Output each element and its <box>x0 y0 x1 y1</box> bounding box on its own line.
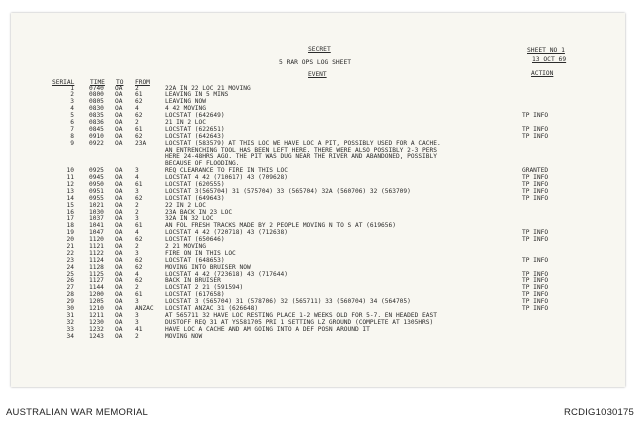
log-time-cell: 0945 <box>89 174 104 182</box>
log-to-cell: OA <box>115 132 123 140</box>
log-time-cell: 1243 <box>89 332 104 340</box>
log-action-cell: TP INFO <box>522 125 549 133</box>
log-to-cell: OA <box>115 291 123 299</box>
log-to-cell: OA <box>115 180 123 188</box>
log-from-cell: 2 <box>135 201 139 209</box>
log-serial-cell: 11 <box>66 174 74 182</box>
log-action-cell: TP INFO <box>522 194 549 202</box>
log-time-cell: 0835 <box>89 112 104 120</box>
log-to-cell: OA <box>115 208 123 216</box>
log-to-cell: OA <box>115 201 123 209</box>
log-from-cell: 62 <box>135 256 143 264</box>
log-serial-cell: 21 <box>66 242 74 250</box>
log-event-cell: LOCSTAT (617658) <box>165 291 225 299</box>
log-time-cell: 1125 <box>89 270 104 278</box>
log-event-continuation-text: HERE 24-48HRS AGO. THE PIT WAS DUG NEAR THE RIVER AND ABANDONED, POSSIBLY <box>165 153 437 161</box>
column-header-from: FROM <box>135 79 150 86</box>
log-from-cell: 61 <box>135 222 143 230</box>
log-serial-cell: 5 <box>70 112 74 120</box>
log-action-cell: TP INFO <box>522 270 549 278</box>
log-serial-cell: 25 <box>66 270 74 278</box>
log-to-cell: OA <box>115 222 123 230</box>
log-event-cell: FIRE ON IN THIS LOC <box>165 249 236 257</box>
log-action-cell: TP INFO <box>522 187 549 195</box>
column-header-time: TIME <box>90 79 105 86</box>
log-time-cell: 0950 <box>89 180 104 188</box>
log-time-cell: 1121 <box>89 242 104 250</box>
log-serial-cell: 16 <box>66 208 74 216</box>
log-to-cell: OA <box>115 298 123 306</box>
log-event-cell: LOCSTAT 4 42 (720718) 43 (712638) <box>165 229 288 237</box>
log-serial-cell: 30 <box>66 305 74 312</box>
log-from-cell: 2 <box>135 242 139 250</box>
log-serial-cell: 8 <box>70 132 74 140</box>
log-to-cell: OA <box>115 256 123 264</box>
column-header-to: TO <box>116 79 124 86</box>
log-action-cell: TP INFO <box>522 298 549 306</box>
log-event-cell: LOCSTAT 4 42 (723618) 43 (717644) <box>165 270 288 278</box>
log-to-cell: OA <box>115 112 123 120</box>
log-to-cell: OA <box>115 277 123 285</box>
log-to-cell: OA <box>115 318 123 326</box>
sheet-date: 13 OCT 69 <box>532 56 567 63</box>
log-serial-cell: 14 <box>66 194 74 202</box>
log-time-cell: 0836 <box>89 118 104 126</box>
log-event-cell: REQ CLEARANCE TO FIRE IN THIS LOC <box>165 167 288 175</box>
log-event-cell: 21 IN 2 LOC <box>165 118 206 126</box>
log-serial-cell: 26 <box>66 277 74 285</box>
log-time-cell: 0830 <box>89 105 104 113</box>
log-time-cell: 1127 <box>89 277 104 285</box>
log-serial-cell: 1 <box>70 84 74 92</box>
log-time-cell: 0925 <box>89 167 104 175</box>
log-serial-cell: 2 <box>70 91 74 99</box>
log-from-cell: 62 <box>135 236 143 244</box>
log-from-cell: 2 <box>135 84 139 92</box>
log-to-cell: OA <box>115 125 123 133</box>
sheet-number: SHEET NO 1 <box>527 47 565 54</box>
log-to-cell: OA <box>115 332 123 340</box>
log-serial-cell: 28 <box>66 291 74 299</box>
log-serial-cell: 15 <box>66 201 74 209</box>
log-time-cell: 1030 <box>89 208 104 216</box>
log-event-continuation-text: BECAUSE OF FLOODING. <box>165 160 240 168</box>
log-serial-cell: 3 <box>70 98 74 106</box>
log-time-cell: 1021 <box>89 201 104 209</box>
log-time-cell: 1124 <box>89 256 104 264</box>
log-time-cell: 0805 <box>89 98 104 106</box>
log-to-cell: OA <box>115 249 123 257</box>
log-event-cell: LOCSTAT (650646) <box>165 236 225 244</box>
log-from-cell: 4 <box>135 229 139 237</box>
log-event-cell: LOCSTAT (622651) <box>165 125 225 133</box>
log-event-cell: LOCSTAT 3 (565704) 31 (578706) 32 (565711) 33 (560704) 34 (564705) <box>165 298 411 306</box>
log-to-cell: OA <box>115 118 123 126</box>
log-event-cell: MOVING NOW <box>165 332 203 340</box>
log-serial-cell: 10 <box>66 167 74 175</box>
log-event-cell: 22 IN 2 LOC <box>165 201 206 209</box>
column-header-event: EVENT <box>308 71 327 78</box>
log-from-cell: 3 <box>135 167 139 175</box>
log-event-continuation-text: AN ENTRENCHING TOOL HAS BEEN LEFT HERE. THERE WERE ALSO POSSIBLY 2-3 PERS <box>165 146 437 154</box>
log-action-cell: TP INFO <box>522 291 549 299</box>
log-from-cell: 2 <box>135 332 139 340</box>
log-event-cell: 4 42 MOVING <box>165 105 206 113</box>
log-serial-cell: 20 <box>66 236 74 244</box>
log-from-cell: 61 <box>135 125 143 133</box>
column-header-action: ACTION <box>531 70 554 77</box>
log-serial-cell: 4 <box>70 105 74 113</box>
log-serial-cell: 17 <box>66 215 74 223</box>
log-event-cell: 23A BACK IN 23 LOC <box>165 208 233 216</box>
log-event-cell: LOCSTAT (648653) <box>165 256 225 264</box>
log-action-cell: TP INFO <box>522 174 549 182</box>
log-from-cell: 4 <box>135 105 139 113</box>
log-time-cell: 1120 <box>89 236 104 244</box>
log-to-cell: OA <box>115 325 123 333</box>
log-sheet-paper <box>11 13 625 387</box>
log-time-cell: 1122 <box>89 249 104 257</box>
log-to-cell: OA <box>115 187 123 195</box>
log-to-cell: OA <box>115 305 123 312</box>
log-from-cell: 61 <box>135 180 143 188</box>
log-to-cell: OA <box>115 167 123 175</box>
log-event-cell: LEAVING IN 5 MINS <box>165 91 229 99</box>
log-from-cell: 62 <box>135 194 143 202</box>
log-event-cell: AN FOL FRESH TRACKS MADE BY 2 PEOPLE MOVING N TO S AT (619656) <box>165 222 396 230</box>
log-action-cell: GRANTED <box>522 167 549 175</box>
log-action-cell: TP INFO <box>522 112 549 120</box>
log-to-cell: OA <box>115 263 123 271</box>
log-time-cell: 1041 <box>89 222 104 230</box>
log-time-cell: 0955 <box>89 194 104 202</box>
log-action-cell: TP INFO <box>522 305 549 312</box>
log-to-cell: OA <box>115 242 123 250</box>
log-time-cell: 0910 <box>89 132 104 140</box>
log-time-cell: 0922 <box>89 139 104 147</box>
log-time-cell: 1205 <box>89 298 104 306</box>
log-time-cell: 1232 <box>89 325 104 333</box>
log-event-cell: LOCSTAT 2 21 (591594) <box>165 284 244 292</box>
log-from-cell: 61 <box>135 291 143 299</box>
log-serial-cell: 6 <box>70 118 74 126</box>
log-from-cell: 62 <box>135 277 143 285</box>
log-time-cell: 0845 <box>89 125 104 133</box>
log-to-cell: OA <box>115 311 123 319</box>
log-from-cell: 62 <box>135 98 143 106</box>
log-time-cell: 0740 <box>89 84 104 92</box>
log-serial-cell: 12 <box>66 180 74 188</box>
log-event-cell: 2 21 MOVING <box>165 242 206 250</box>
log-to-cell: OA <box>115 139 123 147</box>
log-serial-cell: 32 <box>66 318 74 326</box>
log-serial-cell: 22 <box>66 249 74 257</box>
log-time-cell: 1200 <box>89 291 104 299</box>
log-event-cell: LOCSTAT 4 42 (710617) 43 (709628) <box>165 174 288 182</box>
log-to-cell: OA <box>115 229 123 237</box>
log-serial-cell: 9 <box>70 139 74 147</box>
log-row <box>11 334 625 341</box>
log-event-cell: LOCSTAT (642643) <box>165 132 225 140</box>
log-from-cell: 62 <box>135 132 143 140</box>
log-event-continuation <box>11 154 625 161</box>
archive-reference: RCDIG1030175 <box>564 407 634 418</box>
log-action-cell: TP INFO <box>522 180 549 188</box>
log-serial-cell: 18 <box>66 222 74 230</box>
log-event-cell: HAVE LOC A CACHE AND AM GOING INTO A DEF POSN AROUND IT <box>165 325 370 333</box>
log-time-cell: 1047 <box>89 229 104 237</box>
archive-credit: AUSTRALIAN WAR MEMORIAL <box>6 407 149 418</box>
column-header-serial: SERIAL <box>52 79 75 86</box>
log-serial-cell: 29 <box>66 298 74 306</box>
log-event-cell: LOCSTAT ANZAC 31 (626648) <box>165 305 259 312</box>
log-event-cell: LOCSTAT (583579) AT THIS LOC WE HAVE LOC A PIT, POSSIBLY USED FOR A CACHE. <box>165 139 441 147</box>
log-time-cell: 0951 <box>89 187 104 195</box>
log-time-cell: 1144 <box>89 284 104 292</box>
log-from-cell: 23A <box>135 139 147 147</box>
log-event-cell: LOCSTAT (642649) <box>165 112 225 120</box>
log-to-cell: OA <box>115 236 123 244</box>
log-serial-cell: 33 <box>66 325 74 333</box>
log-from-cell: 41 <box>135 325 143 333</box>
log-to-cell: OA <box>115 84 123 92</box>
log-action-cell: TP INFO <box>522 229 549 237</box>
log-serial-cell: 24 <box>66 263 74 271</box>
log-from-cell: 2 <box>135 208 139 216</box>
log-serial-cell: 7 <box>70 125 74 133</box>
log-from-cell: 2 <box>135 118 139 126</box>
log-action-cell: TP INFO <box>522 284 549 292</box>
log-from-cell: 3 <box>135 318 139 326</box>
log-event-cell: DUSTOFF REQ 31 AT YS581705 PRI 1 SETTING LZ GROUND (COMPLETE AT 1305HRS) <box>165 318 434 326</box>
log-serial-cell: 13 <box>66 187 74 195</box>
log-time-cell: 1211 <box>89 311 104 319</box>
log-event-cell: 32A IN 32 LOC <box>165 215 214 223</box>
log-from-cell: 62 <box>135 112 143 120</box>
log-event-cell: LOCSTAT 3(565704) 31 (575704) 33 (565704) 32A (560706) 32 (563709) <box>165 187 411 195</box>
log-from-cell: 3 <box>135 187 139 195</box>
log-from-cell: ANZAC <box>135 305 154 312</box>
log-event-cell: LOCSTAT (620555) <box>165 180 225 188</box>
log-action-cell: TP INFO <box>522 256 549 264</box>
log-action-cell: TP INFO <box>522 277 549 285</box>
document-title: 5 RAR OPS LOG SHEET <box>279 59 352 66</box>
log-from-cell: 4 <box>135 270 139 278</box>
log-to-cell: OA <box>115 215 123 223</box>
log-to-cell: OA <box>115 174 123 182</box>
classification-label: SECRET <box>308 46 331 53</box>
log-serial-cell: 19 <box>66 229 74 237</box>
log-time-cell: 0800 <box>89 91 104 99</box>
log-entries <box>11 86 625 341</box>
log-time-cell: 1210 <box>89 305 104 312</box>
log-to-cell: OA <box>115 91 123 99</box>
log-from-cell: 3 <box>135 249 139 257</box>
log-time-cell: 1230 <box>89 318 104 326</box>
log-from-cell: 3 <box>135 311 139 319</box>
log-to-cell: OA <box>115 98 123 106</box>
log-event-cell: AT 565711 32 HAVE LOC RESTING PLACE 1-2 WEEKS OLD FOR 5-7. EN HEADED EAST <box>165 311 437 319</box>
log-serial-cell: 27 <box>66 284 74 292</box>
log-to-cell: OA <box>115 270 123 278</box>
log-event-cell: LEAVING NOW <box>165 98 206 106</box>
log-to-cell: OA <box>115 284 123 292</box>
log-from-cell: 3 <box>135 215 139 223</box>
log-from-cell: 3 <box>135 298 139 306</box>
log-event-cell: BACK IN BRUISER <box>165 277 221 285</box>
log-event-cell: 22A IN 22 LOC 21 MOVING <box>165 84 251 92</box>
log-to-cell: OA <box>115 194 123 202</box>
log-time-cell: 1037 <box>89 215 104 223</box>
log-serial-cell: 23 <box>66 256 74 264</box>
log-from-cell: 2 <box>135 284 139 292</box>
log-from-cell: 62 <box>135 263 143 271</box>
log-serial-cell: 31 <box>66 311 74 319</box>
log-time-cell: 1128 <box>89 263 104 271</box>
log-to-cell: OA <box>115 105 123 113</box>
log-event-cell: MOVING INTO BRUISER NOW <box>165 263 251 271</box>
log-event-cell: LOCSTAT (649643) <box>165 194 225 202</box>
log-serial-cell: 34 <box>66 332 74 340</box>
log-action-cell: TP INFO <box>522 236 549 244</box>
log-from-cell: 4 <box>135 174 139 182</box>
log-from-cell: 61 <box>135 91 143 99</box>
log-action-cell: TP INFO <box>522 132 549 140</box>
